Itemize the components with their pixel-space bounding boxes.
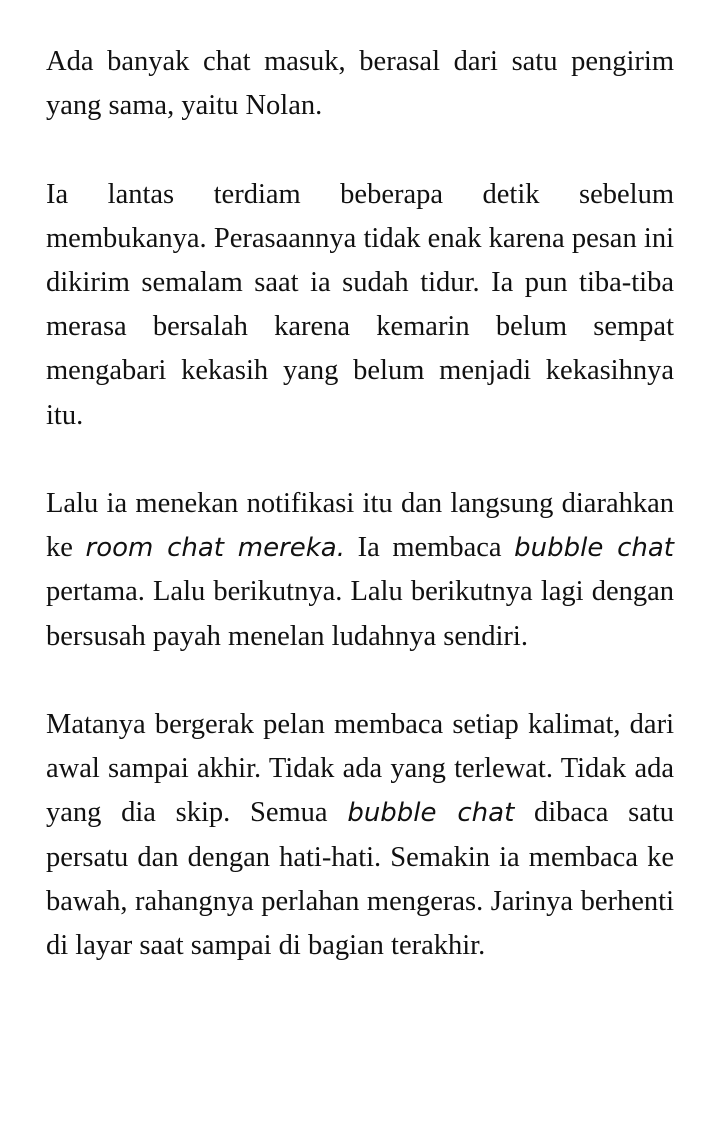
paragraph-3	[46, 482, 674, 659]
paragraph-text: Ada banyak chat masuk, berasal dari satu pengirim yang sama, yaitu Nolan.	[46, 46, 674, 122]
paragraph-2	[46, 173, 674, 438]
italic-phrase: room chat mereka.	[85, 533, 345, 564]
paragraph-text: dibaca satu persatu dan dengan hati-hati. Semakin ia membaca ke bawah, rahangnya perlahan mengeras. Jarinya berhenti di layar saat sampai di bagian terakhir.	[46, 797, 675, 962]
paragraph-4	[46, 703, 674, 968]
paragraph-text: Ia membaca	[345, 532, 515, 564]
paragraph-text: pertama. Lalu berikutnya. Lalu berikutnya lagi dengan bersusah payah menelan ludahnya sendiri.	[46, 576, 674, 652]
paragraph-text: Ia lantas terdiam beberapa detik sebelum membukanya. Perasaannya tidak enak karena pesan ini dikirim semalam saat ia sudah tidur. Ia pun tiba-tiba merasa bersalah karena kemarin belum sempat mengabari kekasih yang belum menjadi kekasihnya itu.	[46, 178, 674, 431]
paragraph-text: Matanya bergerak pelan membaca setiap kalimat, dari awal sampai akhir. Tidak ada yang terlewat. Tidak ada yang dia skip. Semua	[46, 709, 674, 829]
italic-phrase: bubble chat	[514, 533, 674, 564]
paragraph-1	[46, 40, 674, 128]
italic-phrase: bubble chat	[347, 798, 515, 829]
paragraph-text: Lalu ia menekan notifikasi itu dan langsung diarahkan ke	[46, 488, 674, 564]
